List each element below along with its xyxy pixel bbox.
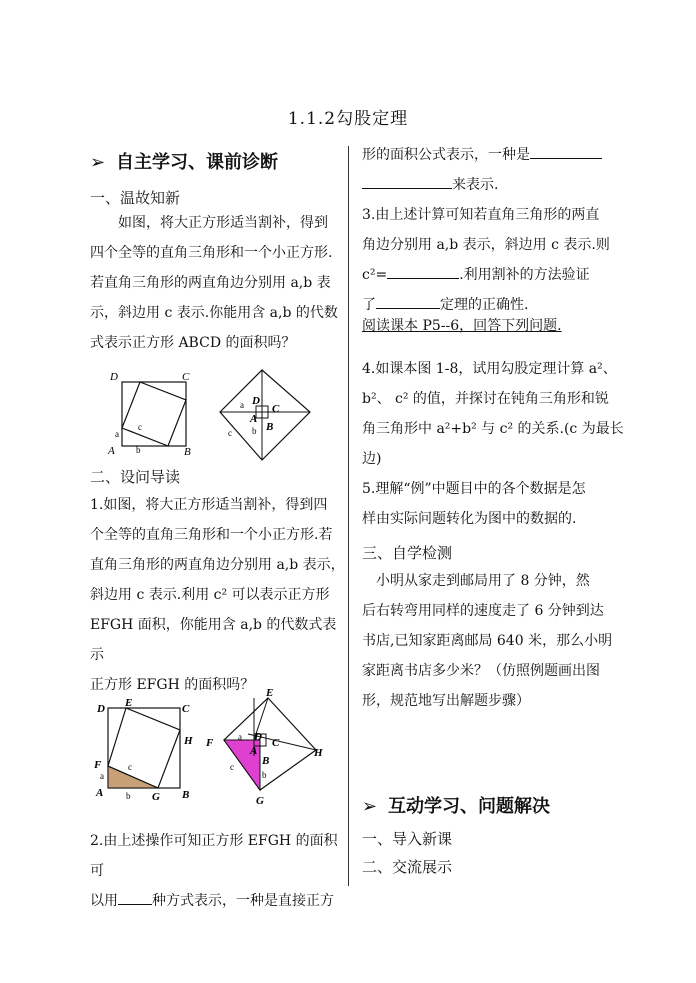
label-a: a	[100, 771, 104, 781]
section-heading-1: ➢ 自主学习、课前诊断	[90, 152, 278, 173]
fill-blank[interactable]	[530, 144, 602, 159]
label-a: a	[240, 400, 244, 410]
fill-blank[interactable]	[387, 264, 459, 279]
label-a: a	[238, 732, 242, 742]
label-c: c	[138, 422, 142, 432]
figure-diamond	[218, 366, 314, 464]
label-c: c	[230, 762, 234, 772]
label-a: a	[115, 429, 119, 439]
subheading-review: 一、温故知新	[90, 189, 181, 207]
label-H: H	[184, 735, 193, 747]
fill-blank[interactable]	[376, 294, 440, 309]
label-D: D	[97, 703, 105, 715]
label-G: G	[256, 795, 264, 807]
label-B: B	[266, 421, 274, 433]
label-A: A	[250, 745, 258, 757]
label-b: b	[126, 791, 131, 801]
label-A: A	[250, 413, 258, 425]
label-A: A	[96, 787, 104, 799]
label-D: D	[110, 371, 118, 383]
figure-square-abcd	[100, 366, 200, 458]
label-A: A	[108, 445, 115, 457]
column-divider	[348, 146, 349, 886]
label-F: F	[206, 737, 214, 749]
label-G: G	[152, 791, 160, 803]
label-C: C	[272, 403, 280, 415]
label-b: b	[252, 426, 257, 436]
figure-diamond-efgh	[204, 686, 332, 808]
label-D: D	[252, 395, 260, 407]
reading-instruction: 阅读课本 P5--6，回答下列问题.	[362, 318, 562, 334]
subheading-self-test: 三、自学检测	[362, 544, 453, 562]
paragraph-guide-1: 1.如图，将大正方形适当割补，得到四 个全等的直角三角形和一个小正方形.若 直角三角形的两直角边分别用 a,b 表示， 斜边用 c 表示.利用 c² 可以表示正方形 EFGH 面积，你能用含 a,b 的代数式表示 正方形 EFGH 的面积吗？	[90, 497, 345, 693]
label-H: H	[314, 747, 323, 759]
page-title: 1.1.2勾股定理	[287, 109, 409, 129]
label-c: c	[228, 428, 232, 438]
label-F: F	[94, 759, 102, 771]
label-D: D	[254, 731, 262, 743]
arrow-bullet-icon: ➢	[90, 152, 106, 173]
label-B: B	[182, 789, 190, 801]
label-C: C	[182, 371, 190, 383]
paragraph-right-1: 形的面积公式表示，一种是 来表示. 3.由上述计算可知若直角三角形的两直 角边分别用 a,b 表示，斜边用 c 表示.则 c²= .利用割补的方法验证 了 定理的正确性. 阅读课本 P5--6，回答下列问题.	[362, 140, 632, 336]
paragraph-review: 如图，将大正方形适当割补，得到 四个全等的直角三角形和一个小正方形. 若直角三角形的两直角边分别用 a,b 表 示，斜边用 c 表示.你能用含 a,b 的代数 式表示正方形 ABCD 的面积吗？	[90, 215, 338, 351]
subheading-guide: 二、设问导读	[90, 468, 181, 486]
fill-blank[interactable]	[362, 174, 452, 189]
figure-square-efgh	[92, 690, 206, 806]
label-C: C	[182, 703, 190, 715]
subheading-intro: 一、导入新课	[362, 830, 453, 848]
fill-blank[interactable]	[118, 890, 152, 905]
label-E: E	[266, 687, 274, 699]
section-heading-2: ➢ 互动学习、问题解决	[362, 796, 550, 817]
label-b: b	[136, 445, 141, 455]
label-B: B	[184, 446, 191, 458]
label-c: c	[128, 762, 132, 772]
arrow-bullet-icon: ➢	[362, 796, 378, 817]
paragraph-right-2: 4.如课本图 1-8，试用勾股定理计算 a²、 b²、 c² 的值，并探讨在钝角三角形和锐 角三角形中 a²+b² 与 c² 的关系.(c 为最长 边) 5.理解“例”中题目中的各个数据是怎 样由实际问题转化为图中的数据的.	[362, 361, 624, 527]
paragraph-guide-2: 2.由上述操作可知正方形 EFGH 的面积可 以用 种方式表示，一种是直接正方	[90, 833, 338, 909]
label-B: B	[262, 755, 270, 767]
label-b: b	[262, 770, 267, 780]
paragraph-self-test: 小明从家走到邮局用了 8 分钟，然 后右转弯用同样的速度走了 6 分钟到达 书店,已知家距离邮局 640 米，那么小明 家距离书店多少米？（仿照例题画出图 形，规范地写出解题步骤）	[362, 573, 613, 709]
label-C: C	[272, 737, 280, 749]
subheading-exchange: 二、交流展示	[362, 858, 453, 876]
label-E: E	[125, 697, 133, 709]
